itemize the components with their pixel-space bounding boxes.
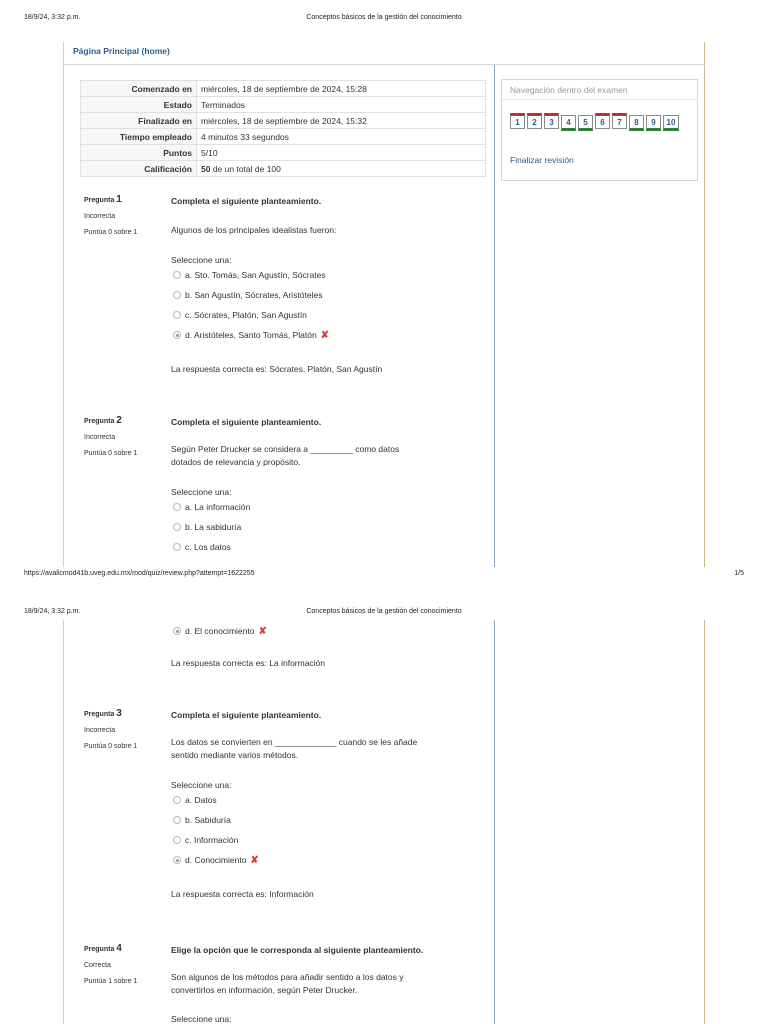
question-2-body-continued <box>171 624 471 668</box>
frame-border-left <box>63 42 64 567</box>
option-label: c. Información <box>185 835 239 845</box>
select-one-prompt: Seleccione una: <box>171 487 232 497</box>
summary-label: Estado <box>81 97 197 113</box>
radio-button-checked[interactable] <box>173 331 181 339</box>
summary-label: Finalizado en <box>81 113 197 129</box>
option-label: b. San Agustín, Sócrates, Aristóteles <box>185 290 323 300</box>
attempt-summary-table <box>80 80 486 177</box>
radio-button[interactable] <box>173 543 181 551</box>
question-score: Puntúa 0 sobre 1 <box>84 450 138 457</box>
answer-option[interactable] <box>171 833 471 847</box>
quiz-navigation-block <box>501 79 698 181</box>
grade-score: 50 <box>201 163 211 174</box>
select-one-prompt: Seleccione una: <box>171 780 232 790</box>
column-divider <box>494 64 495 567</box>
question-label: Pregunta <box>84 946 115 953</box>
question-title: Completa el siguiente planteamiento. <box>171 417 322 427</box>
option-label: d. Conocimiento <box>185 855 247 865</box>
question-score: Puntúa 0 sobre 1 <box>84 743 138 750</box>
question-number: 2 <box>116 415 122 426</box>
radio-button[interactable] <box>173 796 181 804</box>
print-date: 18/9/24, 3:32 p.m. <box>24 608 81 615</box>
incorrect-icon: ✘ <box>250 854 259 866</box>
header-divider <box>63 64 705 65</box>
summary-row-finished <box>81 113 486 129</box>
summary-row-points <box>81 145 486 161</box>
question-text: Algunos de los principales idealistas fueron: <box>171 225 337 235</box>
radio-button[interactable] <box>173 836 181 844</box>
question-text-line: Son algunos de los métodos para añadir sentido a los datos y <box>171 972 404 982</box>
nav-question-9[interactable]: 9 <box>646 115 661 131</box>
summary-label: Comenzado en <box>81 81 197 97</box>
question-text <box>171 736 471 762</box>
answer-option[interactable] <box>171 500 471 514</box>
nav-question-5[interactable]: 5 <box>578 115 593 131</box>
grade-total: de un total de 100 <box>210 163 281 174</box>
answer-option-selected[interactable] <box>171 624 471 638</box>
answer-option[interactable] <box>171 520 471 534</box>
nav-question-1[interactable]: 1 <box>510 113 525 129</box>
select-one-prompt: Seleccione una: <box>171 1014 232 1024</box>
answer-option[interactable] <box>171 813 471 827</box>
answer-option[interactable] <box>171 540 471 554</box>
nav-question-7[interactable]: 7 <box>612 113 627 129</box>
nav-question-2[interactable]: 2 <box>527 113 542 129</box>
question-text-line: dotados de relevancia y propósito. <box>171 457 301 467</box>
question-title: Elige la opción que le corresponda al siguiente planteamiento. <box>171 945 424 955</box>
radio-button-checked[interactable] <box>173 627 181 635</box>
nav-question-4[interactable]: 4 <box>561 115 576 131</box>
summary-row-grade <box>81 161 486 177</box>
summary-row-state <box>81 97 486 113</box>
summary-label: Puntos <box>81 145 197 161</box>
print-header <box>24 14 744 26</box>
question-text-line: sentido mediante varios métodos. <box>171 750 299 760</box>
summary-row-started <box>81 81 486 97</box>
question-text-line: Según Peter Drucker se considera a _________ como datos <box>171 444 400 454</box>
radio-button[interactable] <box>173 311 181 319</box>
question-4-info <box>84 941 164 990</box>
option-label: d. El conocimiento <box>185 626 255 636</box>
question-label: Pregunta <box>84 711 115 718</box>
nav-question-3[interactable]: 3 <box>544 113 559 129</box>
option-label: c. Los datos <box>185 542 231 552</box>
question-title: Completa el siguiente planteamiento. <box>171 196 322 206</box>
print-url: https://avalicmod41b.uveg.edu.mx/mod/quiz/review.php?attempt=1622255 <box>24 570 255 577</box>
answer-option-selected[interactable] <box>171 853 471 867</box>
option-label: c. Sócrates, Platón, San Agustín <box>185 310 307 320</box>
incorrect-icon: ✘ <box>320 329 330 341</box>
nav-question-6[interactable]: 6 <box>595 113 610 129</box>
question-label: Pregunta <box>84 418 115 425</box>
question-number: 4 <box>116 943 122 954</box>
print-title: Conceptos básicos de la gestión del conocimiento <box>306 14 462 21</box>
radio-button-checked[interactable] <box>173 856 181 864</box>
question-3-body <box>171 710 471 899</box>
correct-answer-feedback: La respuesta correcta es: La información <box>171 658 326 668</box>
radio-button[interactable] <box>173 816 181 824</box>
summary-value: Terminados <box>197 97 486 113</box>
question-label: Pregunta <box>84 197 115 204</box>
answer-option-selected[interactable] <box>171 328 471 342</box>
answer-option[interactable] <box>171 268 471 282</box>
home-link[interactable]: Página Principal (home) <box>73 46 170 56</box>
select-one-prompt: Seleccione una: <box>171 255 232 265</box>
option-label: b. Sabiduría <box>185 815 231 825</box>
question-text-line: Los datos se convierten en _____________ cuando se les añade <box>171 737 418 747</box>
print-header <box>24 608 744 620</box>
frame-border-right <box>704 42 705 567</box>
summary-label: Calificación <box>81 161 197 177</box>
option-label: b. La sabiduría <box>185 522 242 532</box>
incorrect-icon: ✘ <box>258 625 267 637</box>
frame-border-left <box>63 620 64 1024</box>
correct-answer-feedback: La respuesta correcta es: Información <box>171 889 314 899</box>
answer-option[interactable] <box>171 288 471 302</box>
question-2-info <box>84 413 164 462</box>
option-label: a. Datos <box>185 795 217 805</box>
summary-value: miércoles, 18 de septiembre de 2024, 15:28 <box>197 81 486 97</box>
summary-value <box>197 161 486 177</box>
question-state: Incorrecta <box>84 434 116 441</box>
question-text-line: convertirlos en información, según Peter Drucker. <box>171 985 358 995</box>
question-state: Incorrecta <box>84 727 116 734</box>
nav-question-8[interactable]: 8 <box>629 115 644 131</box>
summary-label: Tiempo empleado <box>81 129 197 145</box>
radio-button[interactable] <box>173 523 181 531</box>
question-1-info <box>84 192 164 241</box>
question-1-body <box>171 196 471 374</box>
frame-border-right <box>704 620 705 1024</box>
question-text <box>171 443 471 469</box>
radio-button[interactable] <box>173 271 181 279</box>
question-number: 1 <box>116 194 122 205</box>
finish-review-link[interactable]: Finalizar revisión <box>510 155 574 165</box>
print-page-2 <box>0 604 768 1024</box>
question-score: Puntúa 0 sobre 1 <box>84 229 138 236</box>
question-4-body <box>171 945 471 1024</box>
question-title: Completa el siguiente planteamiento. <box>171 710 322 720</box>
answer-option[interactable] <box>171 793 471 807</box>
print-date: 18/9/24, 3:32 p.m. <box>24 14 81 21</box>
column-divider <box>494 620 495 1024</box>
question-state: Correcta <box>84 962 111 969</box>
question-text <box>171 971 471 997</box>
question-2-body <box>171 417 471 554</box>
answer-option[interactable] <box>171 308 471 322</box>
question-3-info <box>84 706 164 755</box>
question-state: Incorrecta <box>84 213 116 220</box>
radio-button[interactable] <box>173 503 181 511</box>
print-page-number: 1/5 <box>734 570 744 577</box>
summary-value: 5/10 <box>197 145 486 161</box>
correct-answer-feedback: La respuesta correcta es: Sócrates, Platón, San Agustín <box>171 364 383 374</box>
summary-row-time <box>81 129 486 145</box>
summary-value: miércoles, 18 de septiembre de 2024, 15:32 <box>197 113 486 129</box>
option-label: a. La información <box>185 502 251 512</box>
question-score: Puntúa 1 sobre 1 <box>84 978 138 985</box>
nav-question-10[interactable]: 10 <box>663 115 679 131</box>
quiz-navigation-title: Navegación dentro del examen <box>502 80 697 100</box>
option-label: d. Aristóteles, Santo Tomás, Platón <box>185 330 317 340</box>
question-number: 3 <box>116 708 122 719</box>
print-title: Conceptos básicos de la gestión del conocimiento <box>306 608 462 615</box>
quiz-navigation-buttons <box>510 112 695 134</box>
option-label: a. Sto. Tomás, San Agustín, Sócrates <box>185 270 326 280</box>
radio-button[interactable] <box>173 291 181 299</box>
summary-value: 4 minutos 33 segundos <box>197 129 486 145</box>
